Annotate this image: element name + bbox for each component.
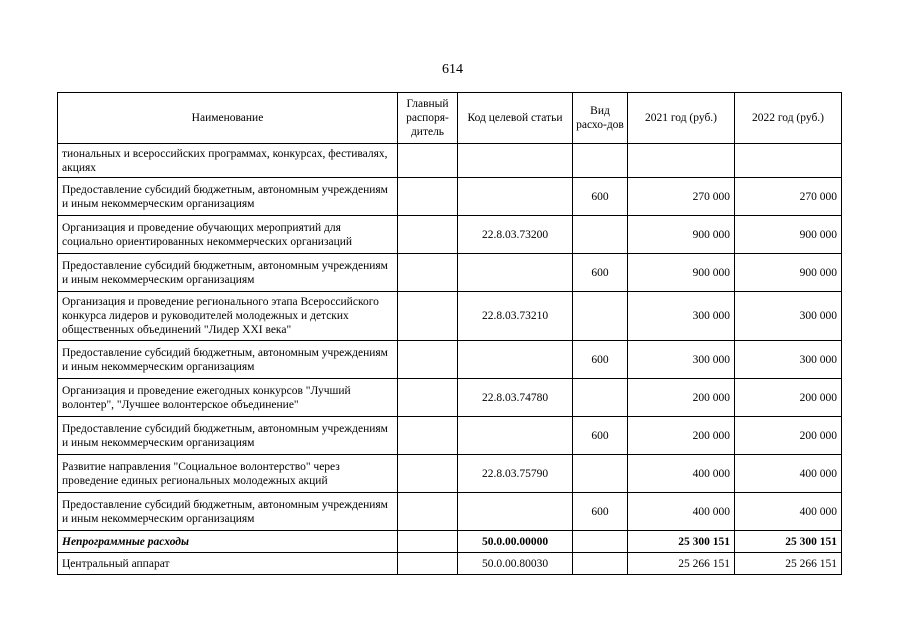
cell-type [573,292,628,341]
cell-manager [398,341,458,379]
cell-code [458,493,573,531]
table-row [58,144,842,178]
cell-name: Предоставление субсидий бюджетным, автономным учреждениям и иным некоммерческим организациям [58,178,398,216]
cell-2021 [628,144,735,178]
cell-2021: 400 000 [628,455,735,493]
cell-code: 50.0.00.00000 [458,531,573,553]
cell-code [458,341,573,379]
cell-2021: 400 000 [628,493,735,531]
cell-2022: 200 000 [735,417,842,455]
table-row [58,254,842,292]
cell-name: Развитие направления "Социальное волонтерство" через проведение единых региональных молодежных акций [58,455,398,493]
cell-2021: 200 000 [628,417,735,455]
cell-2022: 25 266 151 [735,553,842,575]
table-row [58,379,842,417]
cell-type: 600 [573,178,628,216]
cell-2021: 270 000 [628,178,735,216]
cell-2022: 900 000 [735,254,842,292]
header-manager: Главный распоря-дитель [398,93,458,144]
cell-manager [398,553,458,575]
cell-manager [398,455,458,493]
cell-manager [398,216,458,254]
cell-2021: 900 000 [628,216,735,254]
cell-code [458,178,573,216]
cell-2021: 25 300 151 [628,531,735,553]
cell-manager [398,493,458,531]
cell-2021: 25 266 151 [628,553,735,575]
cell-manager [398,292,458,341]
cell-type [573,531,628,553]
cell-manager [398,417,458,455]
table-row [58,178,842,216]
cell-manager [398,178,458,216]
cell-code: 22.8.03.73210 [458,292,573,341]
cell-2022: 400 000 [735,455,842,493]
table-row [58,341,842,379]
cell-type [573,455,628,493]
table-row [58,553,842,575]
cell-2022: 900 000 [735,216,842,254]
cell-type [573,379,628,417]
cell-code [458,254,573,292]
cell-name: Предоставление субсидий бюджетным, автономным учреждениям и иным некоммерческим организациям [58,493,398,531]
header-name: Наименование [58,93,398,144]
cell-2021: 900 000 [628,254,735,292]
table-row [58,216,842,254]
cell-manager [398,379,458,417]
table-row [58,417,842,455]
cell-code: 22.8.03.75790 [458,455,573,493]
cell-name: Предоставление субсидий бюджетным, автономным учреждениям и иным некоммерческим организациям [58,341,398,379]
cell-code: 22.8.03.73200 [458,216,573,254]
cell-manager [398,531,458,553]
cell-manager [398,254,458,292]
cell-2021: 300 000 [628,341,735,379]
cell-name: тиональных и всероссийских программах, конкурсах, фестивалях, акциях [58,144,398,178]
cell-2022: 270 000 [735,178,842,216]
cell-name: Организация и проведение регионального этапа Всероссийского конкурса лидеров и руководителей молодежных и детских общественных объединений "Лидер XXI века" [58,292,398,341]
page-number: 614 [442,62,463,77]
header-year-2022: 2022 год (руб.) [735,93,842,144]
cell-code: 22.8.03.74780 [458,379,573,417]
cell-2022: 200 000 [735,379,842,417]
table-row [58,292,842,341]
header-year-2021: 2021 год (руб.) [628,93,735,144]
cell-name: Организация и проведение обучающих мероприятий для социально ориентированных некоммерческих организаций [58,216,398,254]
cell-name: Предоставление субсидий бюджетным, автономным учреждениям и иным некоммерческим организациям [58,417,398,455]
cell-code: 50.0.00.80030 [458,553,573,575]
cell-type: 600 [573,254,628,292]
cell-code [458,417,573,455]
header-code: Код целевой статьи [458,93,573,144]
cell-2021: 200 000 [628,379,735,417]
cell-type [573,553,628,575]
cell-2022 [735,144,842,178]
cell-name: Организация и проведение ежегодных конкурсов "Лучший волонтер", "Лучшее волонтерское объединение" [58,379,398,417]
cell-2022: 300 000 [735,292,842,341]
cell-2022: 25 300 151 [735,531,842,553]
cell-2022: 400 000 [735,493,842,531]
cell-2021: 300 000 [628,292,735,341]
header-expense-type: Вид расхо-дов [573,93,628,144]
cell-name: Предоставление субсидий бюджетным, автономным учреждениям и иным некоммерческим организациям [58,254,398,292]
table-row [58,493,842,531]
cell-name: Центральный аппарат [58,553,398,575]
table-row [58,455,842,493]
cell-type: 600 [573,341,628,379]
cell-type: 600 [573,417,628,455]
cell-type [573,144,628,178]
cell-name: Непрограммные расходы [58,531,398,553]
budget-table [57,92,842,575]
table-row [58,531,842,553]
cell-type: 600 [573,493,628,531]
cell-manager [398,144,458,178]
cell-code [458,144,573,178]
cell-type [573,216,628,254]
table-header-row [58,93,842,144]
cell-2022: 300 000 [735,341,842,379]
